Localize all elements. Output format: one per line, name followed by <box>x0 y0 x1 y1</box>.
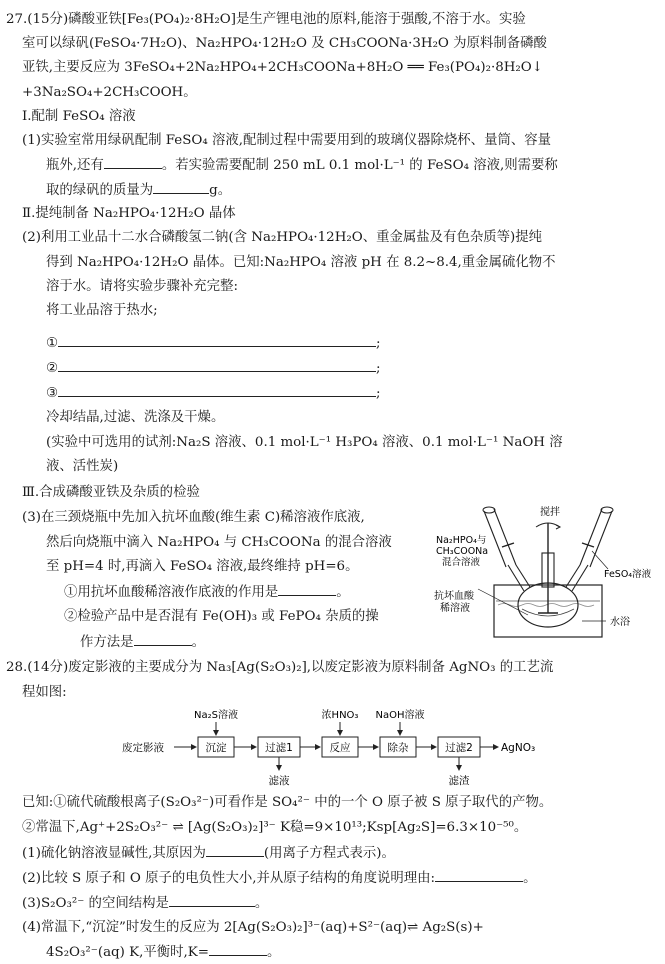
q27-p2-line-4: 将工业品溶于热水; <box>46 303 158 318</box>
answer-blank-instruments[interactable] <box>104 155 162 169</box>
q28-known-line-1: 已知:①硫代硫酸根离子(S₂O₃²⁻)可看作是 SO₄²⁻ 中的一个 O 原子被 S 原子取代的产物。 <box>22 795 553 810</box>
answer-blank-electronegativity[interactable] <box>435 868 523 882</box>
answer-blank-ascorbic[interactable] <box>278 582 336 596</box>
q27-p3-line-3: 至 pH=4 时,再滴入 FeSO₄ 溶液,最终维持 pH=6。 <box>46 559 359 574</box>
q27-section-3-heading: Ⅲ.合成磷酸亚铁及杂质的检验 <box>22 485 200 500</box>
label-left-reagent-1: Na₂HPO₄与 <box>436 535 487 546</box>
label-right-reagent: FeSO₄溶液 <box>604 569 652 580</box>
q27-p3-text-c: 作方法是 <box>80 635 134 650</box>
label-left-reagent-3: 混合溶液 <box>442 557 481 568</box>
answer-blank-k[interactable] <box>209 942 267 956</box>
q27-p3-line-2: 然后向烧瓶中滴入 Na₂HPO₄ 与 CH₃COONa 的混合溶液 <box>46 535 392 550</box>
step-2-end: ; <box>376 361 381 376</box>
step-3-line <box>46 383 381 404</box>
q28-known-line-2: ②常温下,Ag⁺+2S₂O₃²⁻ ⇌ [Ag(S₂O₃)₂]³⁻ K稳=9×10¹³;Ksp[Ag₂S]=6.3×10⁻⁵⁰。 <box>22 820 528 835</box>
answer-blank-mass[interactable] <box>153 180 209 194</box>
q28-q4-text-a: 4S₂O₃²⁻(aq) K,平衡时,K= <box>46 945 210 960</box>
flow-box-precipitate-label: 沉淀 <box>205 742 227 754</box>
answer-blank-step-3[interactable] <box>58 383 376 397</box>
q27-p1-text-d: g。 <box>209 183 232 198</box>
answer-blank-structure[interactable] <box>169 893 255 907</box>
q27-p2-line-2: 得到 Na₂HPO₄·12H₂O 晶体。已知:Na₂HPO₄ 溶液 pH 在 8.2~8.4,重金属硫化物不 <box>46 255 556 270</box>
q27-p3-text-b: 。 <box>336 585 350 600</box>
label-bottom-left-2: 稀溶液 <box>440 603 470 614</box>
step-3-end: ; <box>376 386 381 401</box>
label-bottom-left-1: 抗坏血酸 <box>434 591 474 602</box>
q27-p2-line-3: 溶于水。请将实验步骤补充完整: <box>46 279 238 294</box>
q27-p3-line-5: ②检验产品中是否混有 Fe(OH)₃ 或 FePO₄ 杂质的操 <box>64 609 379 624</box>
q27-p1-text-a: 瓶外,还有 <box>46 158 104 173</box>
q28-intro-line-2: 程如图: <box>22 685 67 700</box>
q27-p1-line-2 <box>46 155 558 176</box>
label-left-reagent-2: CH₃COONa <box>436 546 489 557</box>
q27-intro-line-4: +3Na₂SO₄+2CH₃COOH。 <box>22 85 197 100</box>
answer-blank-step-2[interactable] <box>58 358 376 372</box>
q28-q1-line <box>22 843 395 864</box>
flow-input-naoh: NaOH溶液 <box>375 710 425 721</box>
flow-output-residue: 滤渣 <box>448 775 470 787</box>
q28-q2-line <box>22 868 536 889</box>
answer-blank-check-method[interactable] <box>134 632 192 646</box>
q27-p2b-line-1: 冷却结晶,过滤、洗涤及干燥。 <box>46 410 225 425</box>
flow-box-filter-1-label: 过滤1 <box>265 742 293 754</box>
q28-q2-text-a: (2)比较 S 原子和 O 原子的电负性大小,并从原子结构的角度说明理由: <box>22 871 436 886</box>
q28-q3-line <box>22 893 268 914</box>
step-2-marker: ② <box>46 361 59 376</box>
q27-p3-text-a: ①用抗坏血酸稀溶液作底液的作用是 <box>64 585 279 600</box>
step-3-marker: ③ <box>46 386 59 401</box>
q27-p3-line-6 <box>80 632 205 653</box>
q28-q1-text-a: (1)硫化钠溶液显碱性,其原因为 <box>22 846 206 861</box>
step-1-marker: ① <box>46 336 59 351</box>
step-2-line <box>46 358 381 379</box>
q27-intro-line-3: 亚铁,主要反应为 3FeSO₄+2Na₂HPO₄+2CH₃COONa+8H₂O ══ Fe₃(PO₄)₂·8H₂O↓ <box>22 60 543 75</box>
q28-q4-line-2 <box>46 942 280 963</box>
q27-intro-line-1: 27.(15分)磷酸亚铁[Fe₃(PO₄)₂·8H₂O]是生产锂电池的原料,能溶于强酸,不溶于水。实验 <box>6 12 526 27</box>
q27-p3-line-1: (3)在三颈烧瓶中先加入抗坏血酸(维生素 C)稀溶液作底液, <box>22 510 365 525</box>
q27-p1-text-c: 取的绿矾的质量为 <box>46 183 154 198</box>
q28-q3-text-b: 。 <box>254 896 269 911</box>
left-dropping-funnel <box>483 507 530 591</box>
q27-section-2-heading: Ⅱ.提纯制备 Na₂HPO₄·12H₂O 晶体 <box>22 206 236 221</box>
step-1-end: ; <box>376 336 381 351</box>
q27-p3-line-4 <box>64 582 350 603</box>
flow-input-hno3: 浓HNO₃ <box>321 710 359 721</box>
label-stir: 搅拌 <box>540 507 560 518</box>
q27-p3-text-d: 。 <box>191 635 205 650</box>
flow-box-remove-impurity-label: 除杂 <box>387 742 409 754</box>
q28-q3-text-a: (3)S₂O₃²⁻ 的空间结构是 <box>22 896 169 911</box>
flow-start: 废定影液 <box>122 742 164 754</box>
step-1-line <box>46 333 381 354</box>
q27-intro-line-2: 室可以绿矾(FeSO₄·7H₂O)、Na₂HPO₄·12H₂O 及 CH₃COONa·3H₂O 为原料制备磷酸 <box>22 36 547 51</box>
q27-p1-line-1: (1)实验室常用绿矾配制 FeSO₄ 溶液,配制过程中需要用到的玻璃仪器除烧杯、量筒、容量 <box>22 133 552 148</box>
flow-end: AgNO₃ <box>501 742 536 754</box>
q28-intro-line-1: 28.(14分)废定影液的主要成分为 Na₃[Ag(S₂O₃)₂],以废定影液为原料制备 AgNO₃ 的工艺流 <box>6 660 554 675</box>
q27-p2-line-1: (2)利用工业品十二水合磷酸氢二钠(含 Na₂HPO₄·12H₂O、重金属盐及有色杂质等)提纯 <box>22 230 543 245</box>
q27-section-1-heading: Ⅰ.配制 FeSO₄ 溶液 <box>22 109 136 124</box>
flow-input-na2s: Na₂S溶液 <box>194 710 238 721</box>
process-flow-diagram <box>120 706 560 792</box>
flow-output-filtrate: 滤液 <box>268 775 290 787</box>
q27-p2b-line-2: (实验中可选用的试剂:Na₂S 溶液、0.1 mol·L⁻¹ H₃PO₄ 溶液、0.1 mol·L⁻¹ NaOH 溶 <box>46 435 563 450</box>
three-neck-flask-apparatus <box>432 505 662 655</box>
q28-q4-line-1: (4)常温下,“沉淀”时发生的反应为 2[Ag(S₂O₃)₂]³⁻(aq)+S²⁻(aq)⇌ Ag₂S(s)+ <box>22 920 484 935</box>
q28-q1-text-b: (用离子方程式表示)。 <box>263 846 395 861</box>
answer-blank-ion-equation[interactable] <box>206 843 264 857</box>
q27-p1-text-b: 。若实验需要配制 250 mL 0.1 mol·L⁻¹ 的 FeSO₄ 溶液,则需要称 <box>161 158 558 173</box>
flow-box-react-label: 反应 <box>329 742 351 754</box>
q28-q2-text-b: 。 <box>523 871 537 886</box>
q27-p1-line-3 <box>46 180 231 201</box>
label-water-bath: 水浴 <box>610 617 630 628</box>
q28-q4-text-b: 。 <box>267 945 281 960</box>
answer-blank-step-1[interactable] <box>58 333 376 347</box>
q27-p2b-line-3: 液、活性炭) <box>46 459 119 474</box>
flow-box-filter-2-label: 过滤2 <box>445 742 473 754</box>
